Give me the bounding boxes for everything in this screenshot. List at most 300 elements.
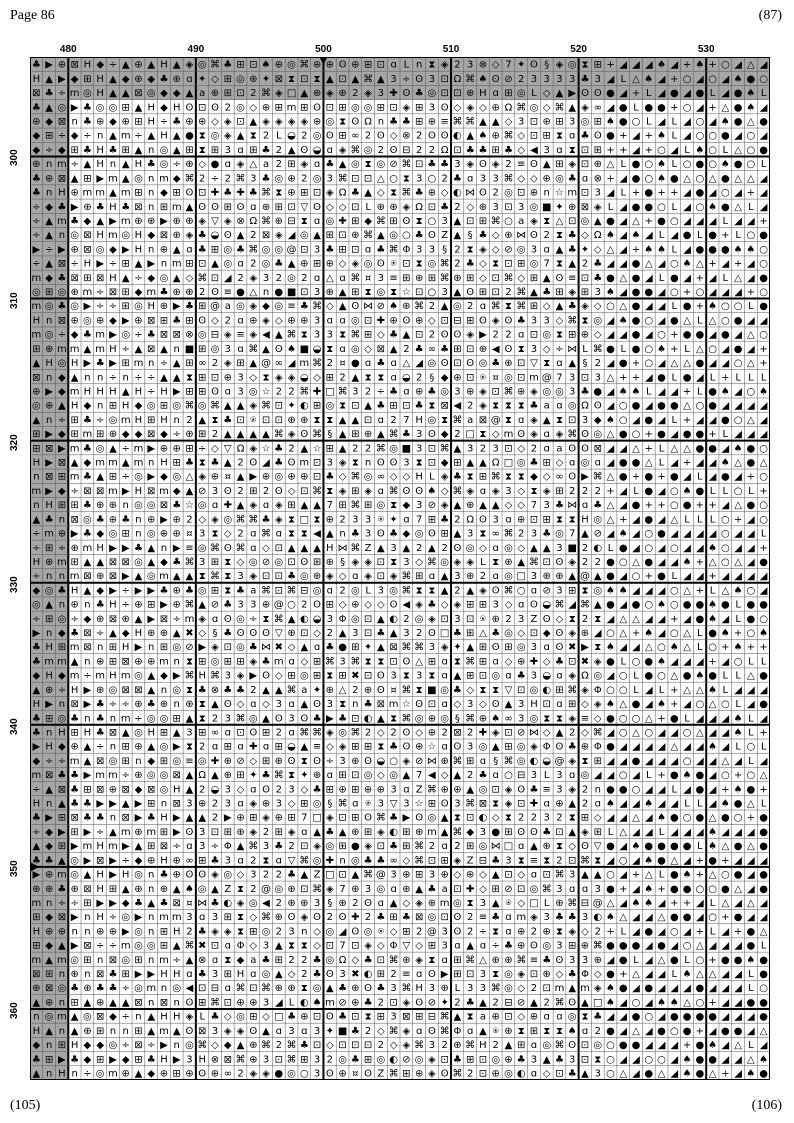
stitch-symbol: ◎ <box>134 301 143 312</box>
stitch-symbol: ▲ <box>300 543 308 554</box>
stitch-symbol: ɑ <box>544 244 550 255</box>
stitch-symbol: + <box>696 926 704 937</box>
stitch-symbol: ⊞ <box>466 756 474 767</box>
stitch-symbol: ◇ <box>249 941 257 952</box>
stitch-symbol: ⊕ <box>70 600 78 611</box>
stitch-symbol: ◇ <box>351 955 359 966</box>
stitch-symbol: ∞ <box>504 713 512 724</box>
stitch-symbol: ⊡ <box>287 202 295 213</box>
stitch-symbol: 3 <box>531 529 537 540</box>
stitch-symbol: ⊕ <box>70 884 78 895</box>
stitch-symbol: ▲ <box>173 628 181 639</box>
stitch-symbol: ⧗ <box>428 671 435 682</box>
stitch-symbol: H <box>147 301 155 312</box>
stitch-symbol: ◈ <box>403 997 411 1008</box>
column-label: 500 <box>315 44 332 55</box>
stitch-symbol: ⊡ <box>581 372 589 383</box>
stitch-symbol: ⊕ <box>313 117 321 128</box>
stitch-symbol: ▲ <box>173 727 181 738</box>
stitch-symbol: 3 <box>595 1068 601 1079</box>
stitch-symbol: ○ <box>657 671 666 682</box>
stitch-symbol: 2 <box>237 486 243 497</box>
stitch-symbol: ♠ <box>644 898 653 909</box>
stitch-symbol: ⧗ <box>569 145 576 156</box>
stitch-symbol: ▲ <box>122 799 130 810</box>
stitch-symbol: + <box>606 173 614 184</box>
stitch-symbol: ɑ <box>263 742 269 753</box>
stitch-symbol: 2 <box>288 443 294 454</box>
stitch-symbol: ʘ <box>594 88 602 99</box>
stitch-symbol: ◈ <box>275 117 283 128</box>
stitch-symbol: ⧗ <box>211 529 218 540</box>
stitch-symbol: L <box>646 117 652 128</box>
stitch-symbol: ⊞ <box>160 315 168 326</box>
stitch-symbol: n <box>97 401 103 412</box>
stitch-symbol: ◇ <box>288 642 296 653</box>
stitch-symbol: △ <box>760 458 768 469</box>
stitch-symbol: ◈ <box>339 486 347 497</box>
stitch-symbol: ● <box>746 997 755 1008</box>
stitch-symbol: ⧗ <box>301 983 308 994</box>
stitch-symbol: ɑ <box>493 543 499 554</box>
stitch-symbol: H <box>160 60 168 71</box>
stitch-symbol: ÷ <box>32 259 40 270</box>
stitch-symbol: ▲ <box>568 827 576 838</box>
stitch-symbol: L <box>761 372 767 383</box>
stitch-symbol: + <box>645 443 653 454</box>
stitch-symbol: ♠ <box>657 173 666 184</box>
stitch-symbol: ◈ <box>594 202 602 213</box>
stitch-symbol: ◢ <box>632 1054 640 1065</box>
stitch-symbol: 3 <box>467 742 473 753</box>
stitch-symbol: ▲ <box>377 543 385 554</box>
stitch-symbol: ◎ <box>593 514 602 525</box>
stitch-symbol: L <box>710 926 716 937</box>
stitch-symbol: ♣ <box>325 642 334 653</box>
stitch-symbol: 3 <box>212 486 218 497</box>
stitch-symbol: ÷ <box>70 898 78 909</box>
stitch-symbol: ○ <box>657 642 666 653</box>
stitch-symbol: ◢ <box>760 898 768 909</box>
stitch-symbol: ⊕ <box>581 742 589 753</box>
stitch-symbol: m <box>172 912 182 923</box>
stitch-symbol: ʘ <box>568 997 576 1008</box>
stitch-symbol: ◢ <box>645 585 653 596</box>
stitch-symbol: H <box>160 1012 168 1023</box>
stitch-symbol: ♣ <box>427 386 436 397</box>
stitch-symbol: ♣ <box>338 713 347 724</box>
stitch-symbol: ⊞ <box>160 941 168 952</box>
stitch-symbol: 2 <box>352 898 358 909</box>
stitch-symbol: 2 <box>365 131 371 142</box>
stitch-symbol: ÷ <box>70 486 78 497</box>
stitch-symbol: n <box>59 997 65 1008</box>
stitch-symbol: ⊡ <box>300 287 308 298</box>
stitch-symbol: ◎ <box>338 1054 347 1065</box>
stitch-symbol: ● <box>708 628 717 639</box>
stitch-symbol: ◢ <box>607 1012 615 1023</box>
stitch-symbol: ◇ <box>403 898 411 909</box>
stitch-symbol: ◢ <box>670 230 678 241</box>
stitch-symbol: ♠ <box>606 287 615 298</box>
stitch-symbol: 3 <box>518 713 524 724</box>
stitch-symbol: ▲ <box>198 813 206 824</box>
stitch-symbol: ⊠ <box>96 486 104 497</box>
stitch-symbol: H <box>71 685 79 696</box>
stitch-symbol: ▲ <box>109 628 117 639</box>
stitch-symbol: 2 <box>327 912 333 923</box>
stitch-symbol: ⊞ <box>530 301 538 312</box>
stitch-symbol: ⊕ <box>504 557 512 568</box>
stitch-symbol: L <box>697 514 703 525</box>
stitch-symbol: ♠ <box>670 997 679 1008</box>
stitch-symbol: 3 <box>390 74 396 85</box>
stitch-symbol: ◢ <box>645 742 653 753</box>
stitch-symbol: 2 <box>212 358 218 369</box>
stitch-symbol: H <box>326 543 334 554</box>
stitch-symbol: ● <box>759 301 768 312</box>
stitch-symbol: 3 <box>225 344 231 355</box>
stitch-symbol: ◎ <box>160 784 169 795</box>
stitch-symbol: ○ <box>695 117 704 128</box>
stitch-symbol: ⊞ <box>313 557 321 568</box>
stitch-symbol: ◢ <box>709 188 717 199</box>
stitch-symbol: ≡ <box>530 855 538 866</box>
stitch-symbol: H <box>135 415 143 426</box>
stitch-symbol: ▲ <box>377 74 385 85</box>
stitch-symbol: ▲ <box>568 799 576 810</box>
stitch-symbol: + <box>683 386 691 397</box>
stitch-symbol: 2 <box>416 372 422 383</box>
stitch-symbol: ○ <box>632 656 641 667</box>
stitch-symbol: ◎ <box>555 173 564 184</box>
stitch-symbol: ▶ <box>109 216 117 227</box>
stitch-symbol: ɑ <box>531 870 537 881</box>
stitch-symbol: ◎ <box>581 117 590 128</box>
stitch-symbol: ◎ <box>109 102 118 113</box>
stitch-symbol: 3 <box>352 514 358 525</box>
stitch-symbol: ♣ <box>529 458 538 469</box>
stitch-symbol: ☆ <box>262 443 271 454</box>
stitch-symbol: ÷ <box>173 159 181 170</box>
stitch-symbol: ◇ <box>505 600 513 611</box>
stitch-symbol: ▶ <box>122 926 130 937</box>
stitch-symbol: ▲ <box>122 386 130 397</box>
stitch-symbol: ♣ <box>32 727 41 738</box>
stitch-symbol: 2 <box>441 727 447 738</box>
stitch-symbol: ɑ <box>263 500 269 511</box>
stitch-symbol: ◢ <box>658 784 666 795</box>
stitch-symbol: ◈ <box>249 443 257 454</box>
stitch-symbol: ⊕ <box>173 870 181 881</box>
stitch-symbol: ⊕ <box>70 244 78 255</box>
stitch-symbol: ⊞ <box>198 386 206 397</box>
stitch-symbol: ⊡ <box>530 131 538 142</box>
stitch-symbol: ◎ <box>440 557 449 568</box>
stitch-symbol: ▶ <box>122 244 130 255</box>
stitch-symbol: 3 <box>212 1026 218 1037</box>
stitch-symbol: ⧗ <box>301 330 308 341</box>
stitch-symbol: ⊕ <box>581 941 589 952</box>
stitch-symbol: Φ <box>402 244 410 255</box>
stitch-symbol: 2 <box>467 301 473 312</box>
stitch-symbol: L <box>697 642 703 653</box>
stitch-symbol: H <box>58 727 66 738</box>
stitch-symbol: ○ <box>606 1068 615 1079</box>
stitch-symbol: ◐ <box>364 713 373 724</box>
stitch-symbol: ♣ <box>389 529 398 540</box>
stitch-symbol: ◇ <box>377 600 385 611</box>
stitch-symbol: ⊕ <box>275 983 283 994</box>
stitch-symbol: 3 <box>416 173 422 184</box>
stitch-symbol: ♣ <box>542 529 551 540</box>
stitch-symbol: ⌘ <box>236 1054 246 1065</box>
stitch-symbol: ʘ <box>441 799 449 810</box>
stitch-symbol: ⊡ <box>568 855 576 866</box>
stitch-symbol: ⊕ <box>236 997 244 1008</box>
stitch-symbol: ◎ <box>364 770 373 781</box>
stitch-symbol: 2 <box>237 529 243 540</box>
stitch-symbol: △ <box>709 315 717 326</box>
stitch-symbol: ⌘ <box>184 401 194 412</box>
page-ref-footer-right: (106) <box>752 1098 782 1114</box>
stitch-symbol: ◢ <box>658 358 666 369</box>
stitch-symbol: ● <box>695 784 704 795</box>
stitch-symbol: ◢ <box>760 415 768 426</box>
stitch-symbol: △ <box>619 699 627 710</box>
stitch-symbol: ◆ <box>45 202 53 213</box>
stitch-symbol: ⊞ <box>198 855 206 866</box>
stitch-symbol: ♣ <box>159 585 168 596</box>
stitch-symbol: ⌘ <box>414 301 424 312</box>
stitch-symbol: ⊞ <box>555 486 563 497</box>
stitch-symbol: ɑ <box>493 656 499 667</box>
stitch-symbol: ◇ <box>594 244 602 255</box>
stitch-symbol: 7 <box>416 770 422 781</box>
stitch-symbol: ÷ <box>109 912 117 923</box>
stitch-symbol: ▲ <box>198 600 206 611</box>
stitch-symbol: ÷ <box>109 301 117 312</box>
stitch-symbol: 3 <box>556 74 562 85</box>
stitch-symbol: ● <box>211 159 220 170</box>
stitch-symbol: ⊟ <box>504 997 512 1008</box>
stitch-symbol: △ <box>645 259 653 270</box>
stitch-symbol: ● <box>593 386 602 397</box>
stitch-symbol: ⌘ <box>312 884 322 895</box>
stitch-symbol: ♣ <box>491 855 500 866</box>
stitch-symbol: ◇ <box>249 912 257 923</box>
stitch-symbol: Z <box>224 884 231 895</box>
stitch-symbol: ● <box>657 102 666 113</box>
stitch-symbol: + <box>747 287 755 298</box>
stitch-symbol: ⊡ <box>377 557 385 568</box>
stitch-symbol: ● <box>644 841 653 852</box>
stitch-symbol: ⊕ <box>491 102 499 113</box>
stitch-symbol: ⊞ <box>109 642 117 653</box>
stitch-symbol: ▶ <box>109 855 117 866</box>
stitch-symbol: 3 <box>416 429 422 440</box>
stitch-symbol: ◎ <box>517 458 526 469</box>
stitch-symbol: n <box>46 159 52 170</box>
stitch-symbol: ♠ <box>683 969 692 980</box>
stitch-symbol: L <box>620 74 626 85</box>
stitch-symbol: ◢ <box>760 855 768 866</box>
stitch-symbol: ○ <box>606 870 615 881</box>
stitch-symbol: ◐ <box>223 898 232 909</box>
stitch-symbol: ÷ <box>32 543 40 554</box>
stitch-symbol: n <box>135 514 141 525</box>
stitch-symbol: n <box>339 529 345 540</box>
stitch-symbol: ◢ <box>658 742 666 753</box>
stitch-symbol: ⊡ <box>415 287 423 298</box>
stitch-symbol: ♣ <box>376 855 385 866</box>
stitch-symbol: ◎ <box>147 88 156 99</box>
stitch-symbol: ◢ <box>747 344 755 355</box>
stitch-symbol: ⊕ <box>45 926 53 937</box>
stitch-symbol: ɑ <box>212 614 218 625</box>
stitch-symbol: ◇ <box>466 202 474 213</box>
stitch-symbol: ◎ <box>415 713 424 724</box>
stitch-symbol: n <box>148 173 154 184</box>
stitch-symbol: ◢ <box>747 912 755 923</box>
stitch-symbol: △ <box>709 557 717 568</box>
stitch-symbol: a <box>518 216 524 227</box>
stitch-symbol: ⊕ <box>440 756 448 767</box>
stitch-symbol: ♣ <box>96 727 105 738</box>
stitch-symbol: ⊞ <box>262 727 270 738</box>
stitch-symbol: ● <box>759 884 768 895</box>
stitch-symbol: ♣ <box>83 145 92 156</box>
stitch-symbol: H <box>415 472 423 483</box>
stitch-symbol: △ <box>760 770 768 781</box>
stitch-symbol: ∞ <box>389 855 397 866</box>
stitch-symbol: △ <box>709 173 717 184</box>
stitch-symbol: ≡ <box>479 912 487 923</box>
stitch-symbol: ♠ <box>657 159 666 170</box>
stitch-symbol: ● <box>746 443 755 454</box>
stitch-symbol: m <box>32 770 42 781</box>
stitch-symbol: m <box>299 358 309 369</box>
stitch-symbol: n <box>46 315 52 326</box>
stitch-symbol: ◈ <box>568 628 576 639</box>
stitch-symbol: △ <box>607 159 615 170</box>
stitch-symbol: ⊕ <box>479 202 487 213</box>
stitch-symbol: ▶ <box>135 969 143 980</box>
stitch-symbol: ○ <box>721 188 730 199</box>
stitch-symbol: ÷ <box>173 955 181 966</box>
stitch-symbol: + <box>708 955 716 966</box>
stitch-symbol: △ <box>696 727 704 738</box>
stitch-symbol: ɑ <box>480 941 486 952</box>
stitch-symbol: ɑ <box>467 1026 473 1037</box>
stitch-symbol: + <box>734 628 742 639</box>
stitch-symbol: ◇ <box>186 273 194 284</box>
stitch-symbol: ◈ <box>249 301 257 312</box>
stitch-symbol: ⊞ <box>32 429 40 440</box>
stitch-symbol: ▲ <box>479 1026 487 1037</box>
stitch-symbol: ⌘ <box>554 600 564 611</box>
stitch-symbol: m <box>70 571 80 582</box>
stitch-symbol: 3 <box>595 884 601 895</box>
stitch-symbol: m <box>70 443 80 454</box>
stitch-symbol: ⧗ <box>365 372 372 383</box>
stitch-symbol: ⌘ <box>184 173 194 184</box>
stitch-symbol: ʘ <box>453 543 461 554</box>
stitch-symbol: m <box>32 486 42 497</box>
stitch-symbol: ◒ <box>287 131 296 142</box>
stitch-symbol: 3 <box>314 287 320 298</box>
stitch-symbol: H <box>58 1068 66 1079</box>
stitch-symbol: ● <box>657 571 666 582</box>
stitch-symbol: 2 <box>467 926 473 937</box>
stitch-symbol: 2 <box>301 273 307 284</box>
stitch-symbol: 2 <box>493 330 499 341</box>
stitch-symbol: 7 <box>403 415 409 426</box>
stitch-symbol: ● <box>734 315 743 326</box>
stitch-symbol: ♠ <box>683 1054 692 1065</box>
stitch-symbol: 3 <box>263 997 269 1008</box>
stitch-symbol: + <box>670 614 678 625</box>
stitch-symbol: ▶ <box>581 642 589 653</box>
stitch-symbol: ♣ <box>287 870 296 881</box>
stitch-symbol: ⊠ <box>83 628 91 639</box>
stitch-symbol: ⌘ <box>338 173 348 184</box>
stitch-symbol: ⊕ <box>530 1012 538 1023</box>
stitch-symbol: ⌘ <box>274 614 284 625</box>
stitch-symbol: ◎ <box>58 983 67 994</box>
stitch-symbol: ◀ <box>313 529 321 540</box>
stitch-symbol: ◐ <box>517 1068 526 1079</box>
stitch-symbol: m <box>134 443 144 454</box>
stitch-symbol: ɑ <box>352 799 358 810</box>
stitch-symbol: ▲ <box>186 713 194 724</box>
stitch-symbol: ⧗ <box>492 557 499 568</box>
stitch-symbol: ⊕ <box>287 884 295 895</box>
stitch-symbol: ◈ <box>288 372 296 383</box>
stitch-symbol: ▲ <box>454 1012 462 1023</box>
stitch-symbol: ◇ <box>594 813 602 824</box>
stitch-symbol: ⊕ <box>185 117 193 128</box>
stitch-symbol: ◈ <box>594 983 602 994</box>
stitch-symbol: ◢ <box>607 386 615 397</box>
stitch-symbol: ● <box>236 287 245 298</box>
stitch-symbol: ⊕ <box>262 202 270 213</box>
stitch-symbol: ◈ <box>249 330 257 341</box>
stitch-symbol: ◎ <box>274 557 283 568</box>
stitch-symbol: ○ <box>708 74 717 85</box>
stitch-symbol: ɑ <box>301 1026 307 1037</box>
stitch-symbol: H <box>122 870 130 881</box>
stitch-symbol: ◇ <box>505 656 513 667</box>
stitch-symbol: n <box>148 926 154 937</box>
stitch-symbol: ⊞ <box>121 145 129 156</box>
stitch-symbol: ⊞ <box>185 259 193 270</box>
stitch-symbol: m <box>274 656 284 667</box>
stitch-symbol: ◢ <box>683 273 691 284</box>
stitch-symbol: ɑ <box>480 486 486 497</box>
stitch-symbol: ⧗ <box>199 713 206 724</box>
stitch-symbol: ○ <box>734 358 743 369</box>
stitch-symbol: ● <box>683 1012 692 1023</box>
stitch-symbol: n <box>46 1068 52 1079</box>
stitch-symbol: ♣ <box>568 969 577 980</box>
stitch-symbol: 2 <box>263 870 269 881</box>
stitch-symbol: + <box>759 727 767 738</box>
stitch-symbol: ◎ <box>530 259 539 270</box>
stitch-symbol: m <box>95 671 105 682</box>
stitch-symbol: ◢ <box>670 557 678 568</box>
stitch-symbol: ◈ <box>275 230 283 241</box>
